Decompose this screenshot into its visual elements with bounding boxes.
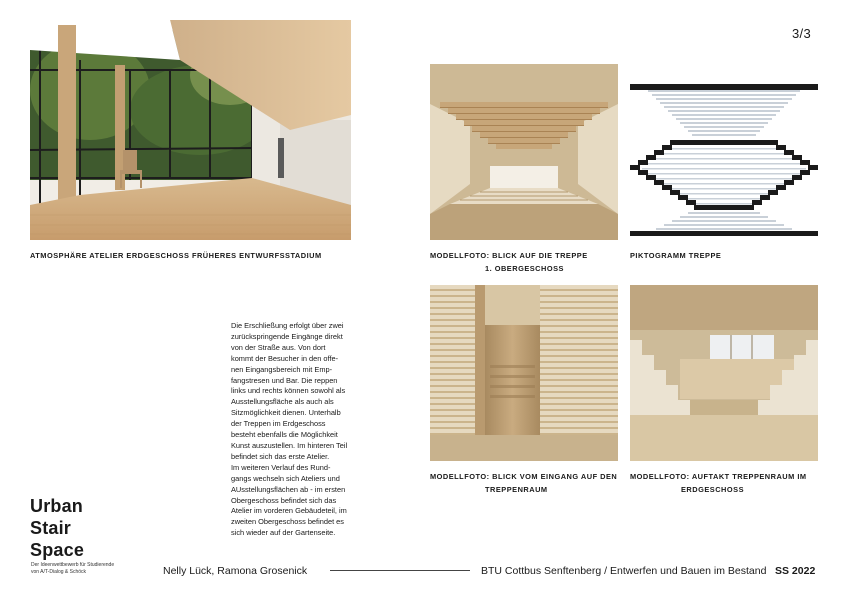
atelier-rendering-image	[30, 20, 351, 240]
caption-model-entrance-line1: MODELLFOTO: BLICK VOM EINGANG AUF DEN	[430, 472, 618, 481]
caption-atelier: ATMOSPHÄRE ATELIER ERDGESCHOSS FRÜHERES ENTWURFSSTADIUM	[30, 251, 322, 260]
page-number: 3/3	[792, 26, 811, 41]
caption-model-kickoff-line2: ERDGESCHOSS	[681, 485, 744, 494]
footer-authors: Nelly Lück, Ramona Grosenick	[163, 565, 308, 577]
caption-model-stair-line1: MODELLFOTO: BLICK AUF DIE TREPPE	[430, 251, 588, 260]
competition-logo-title: Urban Stair Space	[30, 496, 85, 560]
caption-model-kickoff-line1: MODELLFOTO: AUFTAKT TREPPENRAUM IM	[630, 472, 807, 481]
footer-term: SS 2022	[775, 565, 816, 577]
competition-logo-subtitle: Der Ideenwettbewerb für Studierende von A/T-Dialog & Schöck	[31, 562, 115, 575]
model-photo-stair-upper-floor	[430, 64, 618, 240]
description-text: Die Erschließung erfolgt über zwei zurückspringende Eingänge direkt von der Straße aus. Von dort kommt der Besucher in den offe- nen Eingangsbereich mit Emp- fangstresen und Bar. Die reppen links und rechts können sowohl als Ausstellungsfläche als auch als Sitzmöglichkeit dienen. Unterhalb der Treppen im Erdgeschoss besteht ebenfalls die Möglichkeit Kunst auszustellen. Im hinteren Teil befindet sich das erste Atelier. Im weiteren Verlauf des Rund- gangs wechseln sich Ateliers und AUsstellungsflächen ab - im ersten Obergeschoss befindet sich das Atelier im vorderen Gebäudeteil, im zweiten Obergeschoss befindet es sich wieder auf der Gartenseite.	[231, 321, 348, 538]
stair-pictogram	[630, 84, 818, 236]
model-photo-stair-space-ground-floor	[630, 285, 818, 461]
footer-university: BTU Cottbus Senftenberg / Entwerfen und Bauen im Bestand	[481, 565, 767, 577]
model-photo-entrance-view	[430, 285, 618, 461]
caption-model-stair-line2: 1. OBERGESCHOSS	[485, 264, 564, 273]
caption-pictogram: PIKTOGRAMM TREPPE	[630, 251, 722, 260]
footer-divider	[330, 570, 470, 571]
caption-model-entrance-line2: TREPPENRAUM	[485, 485, 548, 494]
